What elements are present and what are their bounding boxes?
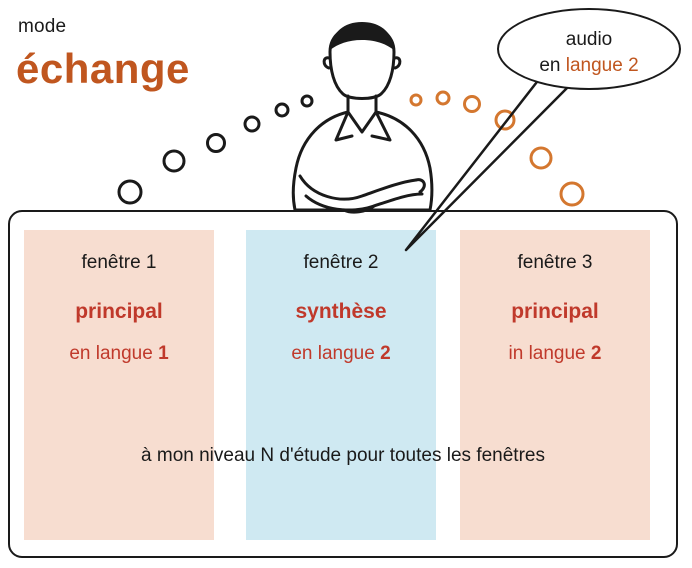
column-2-main: synthèse (295, 300, 387, 323)
circle-trail-right (411, 92, 583, 205)
column-2-sub-prefix: en langue (291, 343, 381, 364)
column-3-title: fenêtre 3 (517, 252, 593, 273)
column-2-sub-number: 2 (380, 343, 391, 364)
column-1-sub (24, 343, 214, 365)
column-3-sub-prefix: in langue (508, 343, 591, 364)
speech-bubble-line-2 (497, 53, 681, 79)
panel-footnote: à mon niveau N d'étude pour toutes les fenêtres (141, 445, 545, 466)
mode-title: échange (16, 45, 190, 92)
mode-label: mode (18, 16, 67, 37)
column-2-title: fenêtre 2 (303, 252, 379, 273)
column-3-sub-number: 2 (590, 343, 602, 364)
column-2 (246, 210, 436, 365)
column-1-sub-prefix: en langue (69, 343, 159, 364)
column-1-main: principal (75, 300, 163, 323)
column-3-sub (460, 343, 650, 365)
speech-bubble-line-1: audio (565, 29, 613, 50)
column-1-sub-number: 1 (158, 343, 169, 364)
speech-bubble-line-2-highlight: langue 2 (565, 54, 639, 76)
speech-bubble-text (497, 27, 681, 78)
speech-bubble-line-2-prefix: en (539, 54, 566, 76)
column-3-main: principal (511, 300, 599, 323)
column-2-sub (246, 343, 436, 365)
column-3 (460, 210, 650, 365)
column-1 (24, 210, 214, 365)
circle-trail-left (119, 96, 312, 203)
column-1-title: fenêtre 1 (81, 252, 157, 273)
